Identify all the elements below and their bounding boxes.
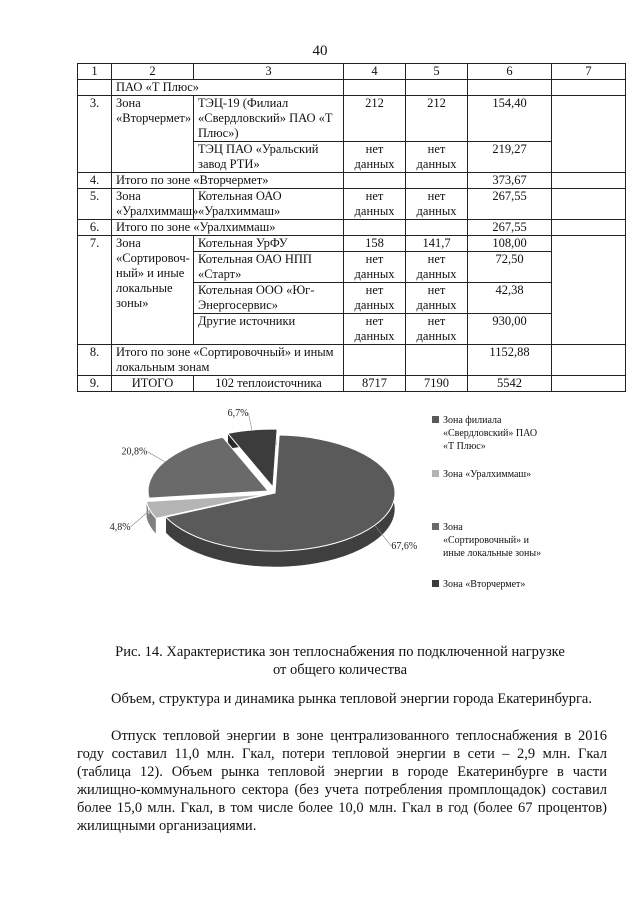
pie-label-leader bbox=[248, 413, 251, 430]
pie-data-label: 6,7% bbox=[227, 408, 249, 420]
table-row bbox=[78, 189, 626, 220]
table-cell: 158 bbox=[344, 236, 406, 252]
table-row bbox=[78, 96, 626, 142]
legend-swatch bbox=[432, 470, 439, 477]
pie-label-leader bbox=[147, 452, 164, 462]
table-cell: 212 bbox=[406, 96, 468, 142]
table-row bbox=[78, 80, 626, 96]
table-header-cell: 1 bbox=[78, 64, 112, 80]
table-cell: Итого по зоне «Сортировочный» и иным локальным зонам bbox=[112, 345, 344, 376]
legend-swatch bbox=[432, 416, 439, 423]
legend-label: Зона филиала «Свердловский» ПАО «Т Плюс» bbox=[443, 415, 538, 452]
legend-swatch bbox=[432, 523, 439, 530]
table-cell: 42,38 bbox=[468, 283, 552, 314]
table-cell: ТЭЦ ПАО «Уральский завод РТИ» bbox=[194, 142, 344, 173]
table-cell: 6. bbox=[78, 220, 112, 236]
table-cell: Другие источники bbox=[194, 314, 344, 345]
table-cell: нет данных bbox=[344, 283, 406, 314]
table-cell: ТЭЦ-19 (Филиал «Свердловский» ПАО «Т Плюс») bbox=[194, 96, 344, 142]
legend-item bbox=[443, 578, 543, 591]
legend-item bbox=[443, 414, 543, 453]
table-cell: Итого по зоне «Вторчермет» bbox=[112, 173, 344, 189]
pie-data-label: 67,6% bbox=[391, 541, 418, 553]
table-header-cell: 6 bbox=[468, 64, 552, 80]
table-row bbox=[78, 376, 626, 392]
pie-data-label: 4,8% bbox=[109, 521, 131, 533]
pie-chart-svg bbox=[105, 408, 425, 603]
table-cell: 7190 bbox=[406, 376, 468, 392]
legend-swatch bbox=[432, 580, 439, 587]
table-cell: 1152,88 bbox=[468, 345, 552, 376]
table-row bbox=[78, 236, 626, 252]
pie-data-label: 20,8% bbox=[121, 446, 148, 458]
table-row bbox=[78, 345, 626, 376]
table-cell: ПАО «Т Плюс» bbox=[112, 80, 344, 96]
table-cell: 154,40 bbox=[468, 96, 552, 142]
table-cell: нет данных bbox=[406, 283, 468, 314]
legend-label: Зона «Сортировочный» и иные локальные зоны» bbox=[443, 522, 542, 559]
table-cell: 219,27 bbox=[468, 142, 552, 173]
table-cell: ИТОГО bbox=[112, 376, 194, 392]
table-row bbox=[78, 220, 626, 236]
table-cell: 267,55 bbox=[468, 189, 552, 220]
table-cell: нет данных bbox=[406, 314, 468, 345]
page-number: 40 bbox=[312, 43, 328, 59]
table-cell: Котельная УрФУ bbox=[194, 236, 344, 252]
table-cell: 4. bbox=[78, 173, 112, 189]
table-header-row bbox=[78, 64, 626, 80]
table-header-cell: 3 bbox=[194, 64, 344, 80]
table-cell: Зона «Сортировоч-ный» и иные локальные зоны» bbox=[112, 236, 194, 345]
table-cell: 267,55 bbox=[468, 220, 552, 236]
table-cell: Котельная ОАО НПП «Старт» bbox=[194, 252, 344, 283]
pie-chart bbox=[105, 408, 565, 603]
table-cell: 5542 bbox=[468, 376, 552, 392]
heat-supply-table bbox=[77, 63, 626, 392]
table-cell: 373,67 bbox=[468, 173, 552, 189]
table-cell: нет данных bbox=[406, 252, 468, 283]
table-cell: 3. bbox=[78, 96, 112, 173]
table-cell: нет данных bbox=[406, 189, 468, 220]
table-header-cell: 2 bbox=[112, 64, 194, 80]
table-cell: 930,00 bbox=[468, 314, 552, 345]
table-row bbox=[78, 173, 626, 189]
table-header-cell: 4 bbox=[344, 64, 406, 80]
legend-label: Зона «Уралхиммаш» bbox=[443, 469, 532, 480]
table-cell: 9. bbox=[78, 376, 112, 392]
table-cell: нет данных bbox=[344, 142, 406, 173]
table-cell: Зона «Уралхиммаш» bbox=[112, 189, 194, 220]
table-cell: Зона «Вторчермет» bbox=[112, 96, 194, 173]
table-cell: нет данных bbox=[344, 189, 406, 220]
table-cell: нет данных bbox=[344, 314, 406, 345]
table-cell: 212 bbox=[344, 96, 406, 142]
table-cell: Итого по зоне «Уралхиммаш» bbox=[112, 220, 344, 236]
table-cell: 102 теплоисточника bbox=[194, 376, 344, 392]
legend-item bbox=[443, 468, 543, 481]
table-header-cell: 5 bbox=[406, 64, 468, 80]
table-cell: нет данных bbox=[344, 252, 406, 283]
table-cell: 5. bbox=[78, 189, 112, 220]
table-cell: 8. bbox=[78, 345, 112, 376]
figure-caption bbox=[60, 643, 620, 679]
table-cell: Котельная ООО «Юг-Энергосервис» bbox=[194, 283, 344, 314]
table-cell: 108,00 bbox=[468, 236, 552, 252]
table-cell: 7. bbox=[78, 236, 112, 345]
table-cell: Котельная ОАО «Уралхиммаш» bbox=[194, 189, 344, 220]
paragraph-1: Объем, структура и динамика рынка тепловой энергии города Екатеринбурга. bbox=[111, 691, 592, 707]
table-cell: 72,50 bbox=[468, 252, 552, 283]
table-cell: 141,7 bbox=[406, 236, 468, 252]
table-cell: нет данных bbox=[406, 142, 468, 173]
table-cell: 8717 bbox=[344, 376, 406, 392]
paragraph-2: Отпуск тепловой энергии в зоне централизованного теплоснабжения в 2016 году составил 11,0 млн. Гкал, потери тепловой энергии в сети – 2,9 млн. Гкал (таблица 12). Объем рынка тепловой энергии в городе Екатеринбурге в части жилищно-коммунального сектора (без учета потребления промплощадок) составил более 15,0 млн. Гкал, в том числе более 10,0 млн. Гкал в год (более 67 процентов) жилищными организациями. bbox=[77, 728, 607, 834]
caption-line-2: от общего количества bbox=[272, 662, 408, 678]
caption-line-1: Рис. 14. Характеристика зон теплоснабжения по подключенной нагрузке bbox=[115, 644, 565, 660]
legend-label: Зона «Вторчермет» bbox=[443, 579, 526, 590]
table-header-cell: 7 bbox=[552, 64, 626, 80]
legend-item bbox=[443, 521, 543, 560]
